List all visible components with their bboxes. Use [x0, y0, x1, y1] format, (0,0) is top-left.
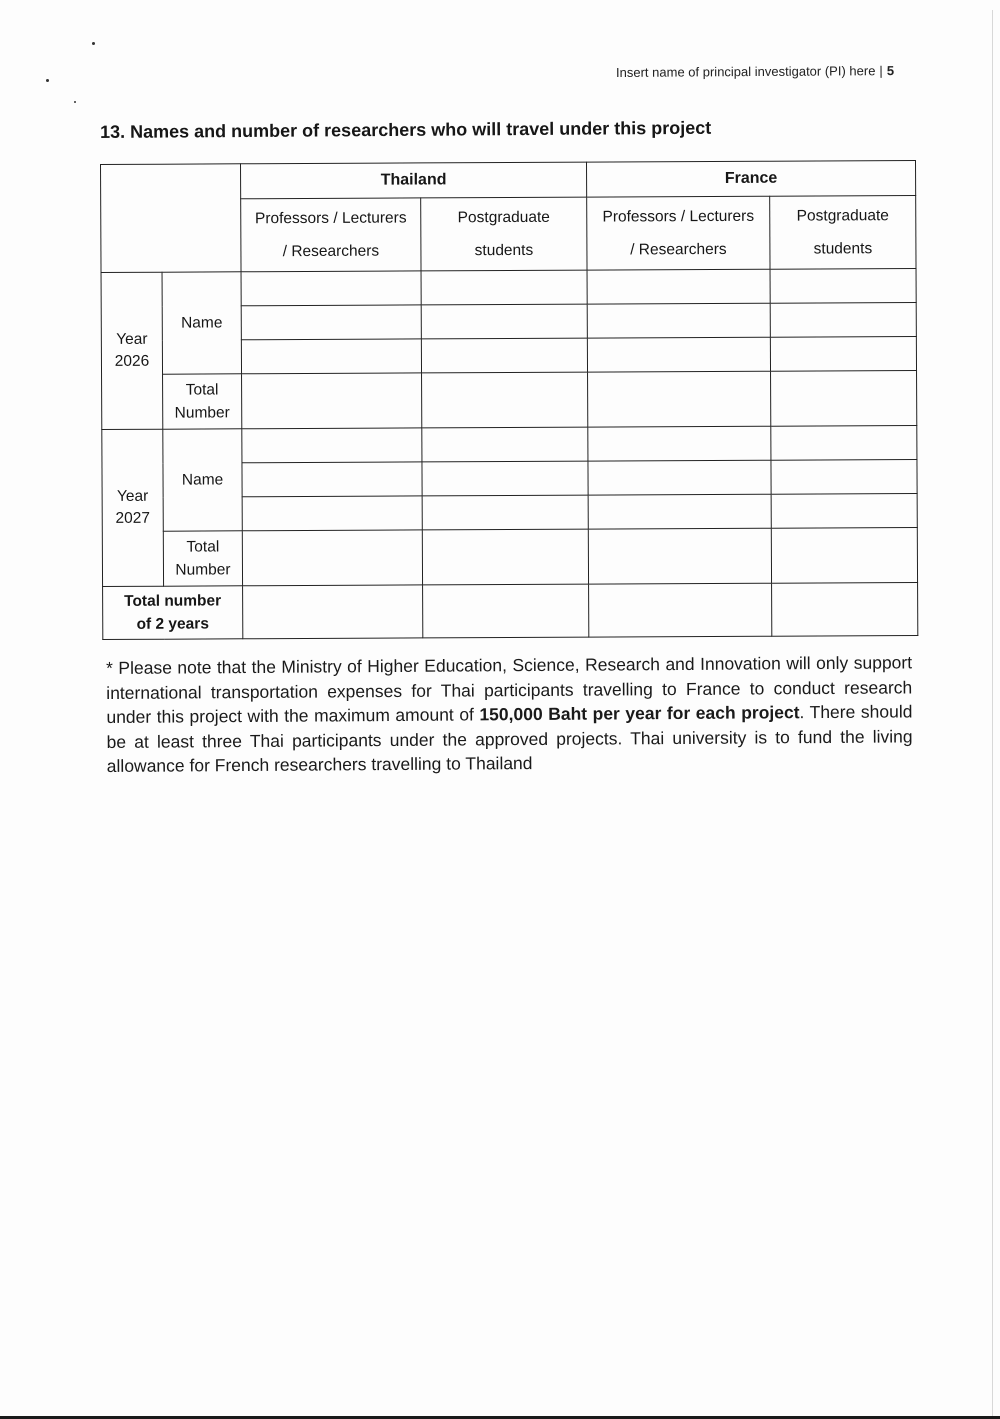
entry-cell[interactable]	[588, 494, 771, 529]
year-cell-2027	[102, 429, 164, 586]
year-number: 2027	[115, 509, 151, 527]
subheader-french-staff	[587, 196, 770, 270]
entry-cell[interactable]	[421, 270, 587, 305]
grand-total-line: Total number	[124, 592, 222, 610]
year-cell-2026	[101, 272, 163, 429]
total-line: Total	[186, 538, 220, 556]
entry-cell[interactable]	[422, 427, 588, 462]
page-edge	[992, 10, 993, 1419]
header-text: Insert name of principal investigator (PI) here	[615, 63, 876, 80]
year-number: 2026	[114, 352, 150, 370]
grand-total-line: of 2 years	[136, 615, 209, 633]
name-label-2026: Name	[162, 272, 241, 374]
subheader-line: students	[813, 240, 873, 258]
subheader-french-students	[770, 196, 916, 270]
entry-cell[interactable]	[771, 460, 917, 495]
entry-cell[interactable]	[242, 496, 422, 531]
entry-cell[interactable]	[770, 269, 916, 304]
note-bold-amount: 150,000 Baht per year for each project	[479, 702, 800, 725]
total-line: Number	[175, 561, 231, 579]
entry-cell[interactable]	[423, 584, 589, 638]
entry-cell[interactable]	[771, 528, 917, 584]
subheader-line: Professors / Lecturers	[602, 207, 755, 226]
entry-cell[interactable]	[241, 339, 421, 374]
entry-cell[interactable]	[588, 460, 771, 495]
entry-cell[interactable]	[770, 303, 916, 338]
total-line: Total	[185, 381, 219, 399]
entry-cell[interactable]	[589, 583, 772, 637]
funding-note	[106, 650, 913, 779]
entry-cell[interactable]	[242, 530, 422, 586]
entry-cell[interactable]	[588, 371, 771, 427]
header-separator: |	[879, 63, 883, 79]
total-line: Number	[174, 404, 230, 422]
subheader-line: Postgraduate	[457, 208, 550, 227]
entry-cell[interactable]	[587, 303, 770, 338]
entry-cell[interactable]	[772, 583, 918, 637]
subheader-line: / Researchers	[282, 242, 380, 261]
page-number: 5	[886, 63, 895, 79]
subheader-thai-students	[421, 197, 587, 271]
subheader-line: Professors / Lecturers	[254, 209, 407, 228]
entry-cell[interactable]	[241, 305, 421, 340]
subheader-thai-staff	[241, 198, 421, 272]
entry-cell[interactable]	[771, 371, 917, 427]
total-label-2027	[163, 531, 242, 586]
note-text: . There should be at least three Thai participants under the approved projects. Thai university is to fund the living allowance for French researchers travelling to Thailand	[106, 701, 913, 777]
entry-cell[interactable]	[770, 337, 916, 372]
researchers-table-wrap	[100, 160, 917, 640]
entry-cell[interactable]	[242, 428, 422, 463]
entry-cell[interactable]	[422, 495, 588, 530]
subheader-line: students	[474, 241, 534, 260]
scan-speck	[46, 79, 49, 82]
entry-cell[interactable]	[771, 426, 917, 461]
year-word: Year	[116, 330, 148, 348]
scan-speck	[74, 101, 76, 103]
section-title: 13. Names and number of researchers who will travel under this project	[100, 117, 712, 142]
grand-total-label	[103, 586, 243, 640]
entry-cell[interactable]	[771, 494, 917, 529]
entry-cell[interactable]	[241, 271, 421, 306]
entry-cell[interactable]	[242, 462, 422, 497]
entry-cell[interactable]	[421, 338, 587, 373]
entry-cell[interactable]	[422, 461, 588, 496]
subheader-line: / Researchers	[630, 240, 727, 259]
entry-cell[interactable]	[587, 269, 770, 304]
entry-cell[interactable]	[587, 337, 770, 372]
total-label-2026	[163, 374, 242, 429]
entry-cell[interactable]	[422, 529, 588, 585]
entry-cell[interactable]	[421, 304, 587, 339]
subheader-line: Postgraduate	[796, 207, 889, 225]
page-header	[616, 63, 894, 80]
name-label-2027: Name	[163, 429, 242, 531]
entry-cell[interactable]	[242, 373, 422, 429]
country-header-france: France	[586, 161, 915, 198]
entry-cell[interactable]	[243, 585, 423, 639]
entry-cell[interactable]	[588, 426, 771, 461]
entry-cell[interactable]	[588, 528, 771, 584]
country-header-thailand: Thailand	[241, 162, 587, 199]
table-corner-cell	[101, 164, 242, 273]
note-text: * Please note that the Ministry of Higher Education, Science, Research and Innovation will only support international transportation expenses for Thai participants travelling to France to conduct research under this project with the maximum amount of	[106, 652, 913, 728]
entry-cell[interactable]	[422, 372, 588, 428]
researchers-table	[100, 160, 918, 640]
year-word: Year	[116, 487, 149, 505]
scan-speck	[92, 42, 95, 45]
